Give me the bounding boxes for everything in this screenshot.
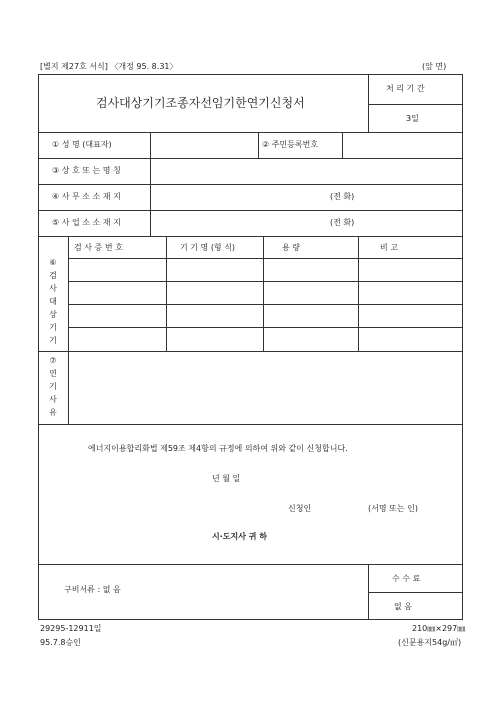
office-phone-label: (전 화) — [330, 192, 355, 201]
fee-label: 수 수 료 — [392, 574, 421, 583]
reason-section-label: ⑦ 연 기 사 유 — [49, 356, 57, 417]
workplace-phone-label: (전 화) — [330, 218, 355, 227]
resident-number-field[interactable] — [343, 133, 462, 157]
business-name-field[interactable] — [151, 159, 462, 183]
processing-period-value: 3일 — [406, 114, 419, 123]
required-documents: 구비서류 : 없 음 — [64, 585, 121, 594]
office-address-label: ④ 사 무 소 소 재 지 — [52, 192, 121, 201]
fee-value: 없 음 — [394, 602, 412, 611]
reason-field[interactable] — [69, 352, 462, 423]
office-address-field[interactable] — [151, 185, 462, 209]
applicant-label: 신청인 — [288, 504, 312, 513]
addressee: 시·도지사 귀 하 — [212, 532, 267, 541]
workplace-address-field[interactable] — [151, 211, 462, 235]
workplace-address-label: ⑤ 사 업 소 소 재 지 — [52, 218, 121, 227]
col-inspection-cert-no: 검 사 증 번 호 — [74, 243, 123, 252]
col-remarks: 비 고 — [380, 243, 398, 252]
signature-label: (서명 또는 인) — [368, 504, 418, 513]
form-number: [별지 제27호 서식] 〈개정 95. 8.31〉 — [40, 62, 178, 71]
declaration-date: 년 월 일 — [212, 474, 241, 483]
col-capacity: 용 량 — [282, 243, 300, 252]
table-row[interactable] — [69, 328, 462, 350]
business-name-label: ③ 상 호 또 는 명 칭 — [52, 166, 121, 175]
table-row[interactable] — [69, 305, 462, 326]
col-equipment-model: 기 기 명 (형 식) — [180, 243, 236, 252]
name-field[interactable] — [151, 133, 257, 157]
form-title: 검사대상기기조종자선임기한연기신청서 — [96, 96, 305, 110]
declaration-statement: 에너지이용합리화법 제59조 제4항의 규정에 의하여 위와 같이 신청합니다. — [88, 444, 348, 453]
paper-type: (신문용지54g/㎡) — [398, 638, 462, 647]
equipment-section-label: ⑥ 검 사 대 상 기 기 — [49, 258, 57, 345]
approval-date: 95.7.8승인 — [40, 638, 81, 647]
page-side-label: (앞 면) — [422, 62, 447, 71]
resident-number-label: ② 주민등록번호 — [262, 140, 319, 149]
table-row[interactable] — [69, 259, 462, 280]
processing-period-label: 처 리 기 간 — [386, 84, 425, 93]
paper-size: 210㎜×297㎜ — [412, 624, 466, 633]
name-label: ① 성 명 (대표자) — [52, 140, 112, 149]
table-row[interactable] — [69, 282, 462, 303]
form-code: 29295-12911일 — [40, 624, 102, 633]
